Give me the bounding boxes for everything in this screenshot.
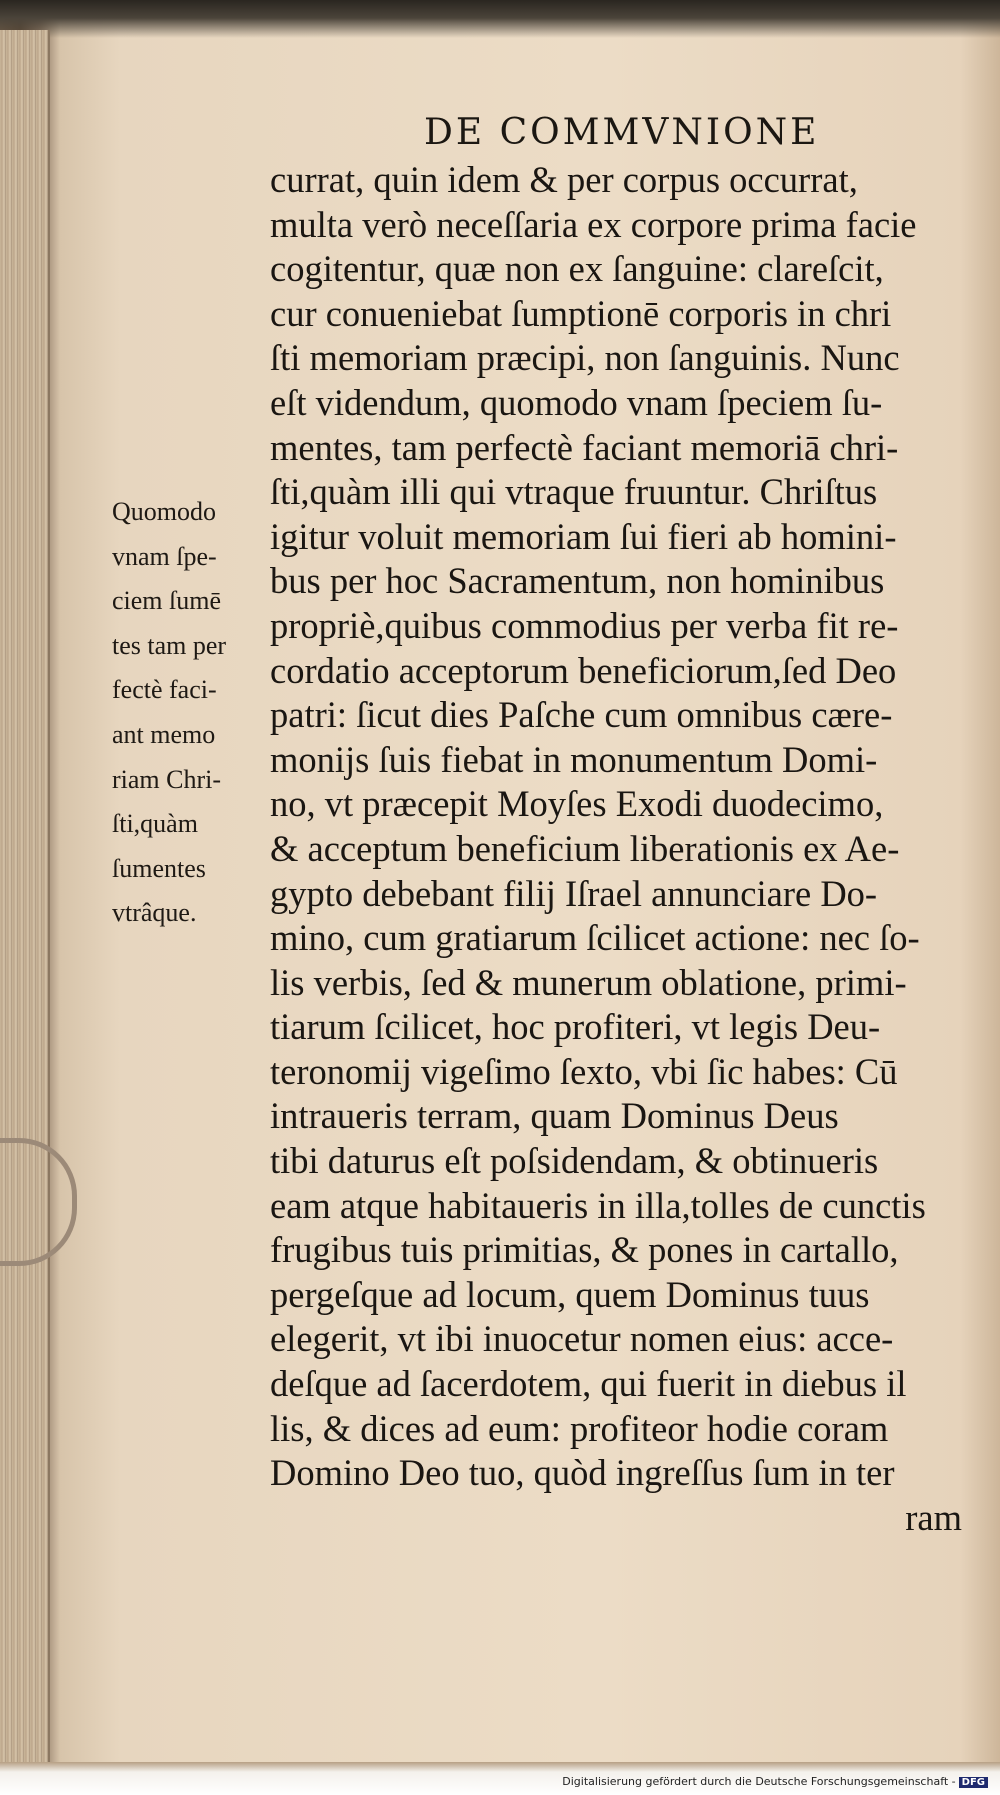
text-line: frugibus tuis primitias, & pones in cartallo, — [270, 1229, 899, 1271]
text-line: & acceptum beneficium liberationis ex Ae- — [270, 827, 900, 869]
marginal-note-line: tes tam per — [112, 630, 227, 660]
body-text — [270, 158, 970, 1540]
text-line: patri: ſicut dies Paſche cum omnibus cære- — [270, 694, 893, 736]
marginal-note — [112, 490, 272, 936]
marginal-note-line: fectè faci- — [112, 675, 217, 705]
catchword: ram — [905, 1496, 962, 1538]
marginal-note-line: ciem ſumē — [112, 586, 222, 616]
text-line: tiarum ſcilicet, hoc profiteri, vt legis Deu- — [270, 1006, 881, 1048]
text-line: gypto debebant filij Iſrael annunciare Do- — [270, 872, 878, 914]
text-line: elegerit, vt ibi inuocetur nomen eius: acce- — [270, 1318, 894, 1360]
text-line: eam atque habitaueris in illa,tolles de cunctis — [270, 1184, 926, 1226]
text-line: intraueris terram, quam Dominus Deus — [270, 1095, 839, 1137]
text-line: mentes, tam perfectè faciant memoriā chri- — [270, 426, 899, 468]
text-line: currat, quin idem & per corpus occurrat, — [270, 159, 858, 200]
text-line: Domino Deo tuo, quòd ingreſſus ſum in ter — [270, 1452, 895, 1494]
text-line: ſti memoriam præcipi, non ſanguinis. Nunc — [270, 337, 900, 379]
text-line: tibi daturus eſt poſsidendam, & obtinueris — [270, 1140, 879, 1182]
text-line: pergeſque ad locum, quem Dominus tuus — [270, 1273, 870, 1315]
text-line: cogitentur, quæ non ex ſanguine: clareſcit, — [270, 248, 884, 290]
marginal-note-line: vnam ſpe- — [112, 541, 217, 571]
dfg-logo: DFG — [959, 1777, 988, 1788]
marginal-note-line: ſumentes — [112, 853, 206, 883]
text-line: ſti,quàm illi qui vtraque fruuntur. Chriſtus — [270, 471, 878, 513]
text-line: bus per hoc Sacramentum, non hominibus — [270, 560, 885, 602]
marginal-note-line: ant memo — [112, 719, 216, 749]
marginal-note-line: ſti,quàm — [112, 809, 198, 839]
ribbon-loop — [0, 1138, 77, 1266]
marginal-note-line: riam Chri- — [112, 764, 222, 794]
text-line: propriè,quibus commodius per verba fit re- — [270, 604, 899, 646]
text-line: monijs ſuis fiebat in monumentum Domi- — [270, 738, 878, 780]
running-head: DE COMMVNIONE — [424, 112, 820, 153]
text-line: eſt videndum, quomodo vnam ſpeciem ſu- — [270, 381, 883, 423]
text-line: multa verò neceſſaria ex corpore prima facie — [270, 203, 917, 245]
text-line: lis, & dices ad eum: profiteor hodie coram — [270, 1407, 889, 1449]
marginal-note-line: Quomodo — [112, 497, 216, 526]
text-line: cordatio acceptorum beneficiorum,ſed Deo — [270, 649, 897, 691]
text-line: teronomij vigeſimo ſexto, vbi ſic habes: Cū — [270, 1050, 898, 1092]
text-line: deſque ad ſacerdotem, qui fuerit in diebus il — [270, 1363, 907, 1405]
credit-text: Digitalisierung gefördert durch die Deutsche Forschungsgemeinschaft - — [562, 1775, 956, 1788]
text-line: igitur voluit memoriam ſui fieri ab homini- — [270, 515, 897, 557]
marginal-note-line: vtrâque. — [112, 898, 197, 928]
text-line: cur conueniebat ſumptionē corporis in chri — [270, 292, 892, 334]
text-line: no, vt præcepit Moyſes Exodi duodecimo, — [270, 783, 884, 825]
page-edges — [0, 30, 50, 1770]
text-line: lis verbis, ſed & munerum oblatione, primi- — [270, 961, 907, 1003]
digitization-credit — [562, 1775, 988, 1788]
text-line: mino, cum gratiarum ſcilicet actione: nec ſo- — [270, 917, 920, 959]
